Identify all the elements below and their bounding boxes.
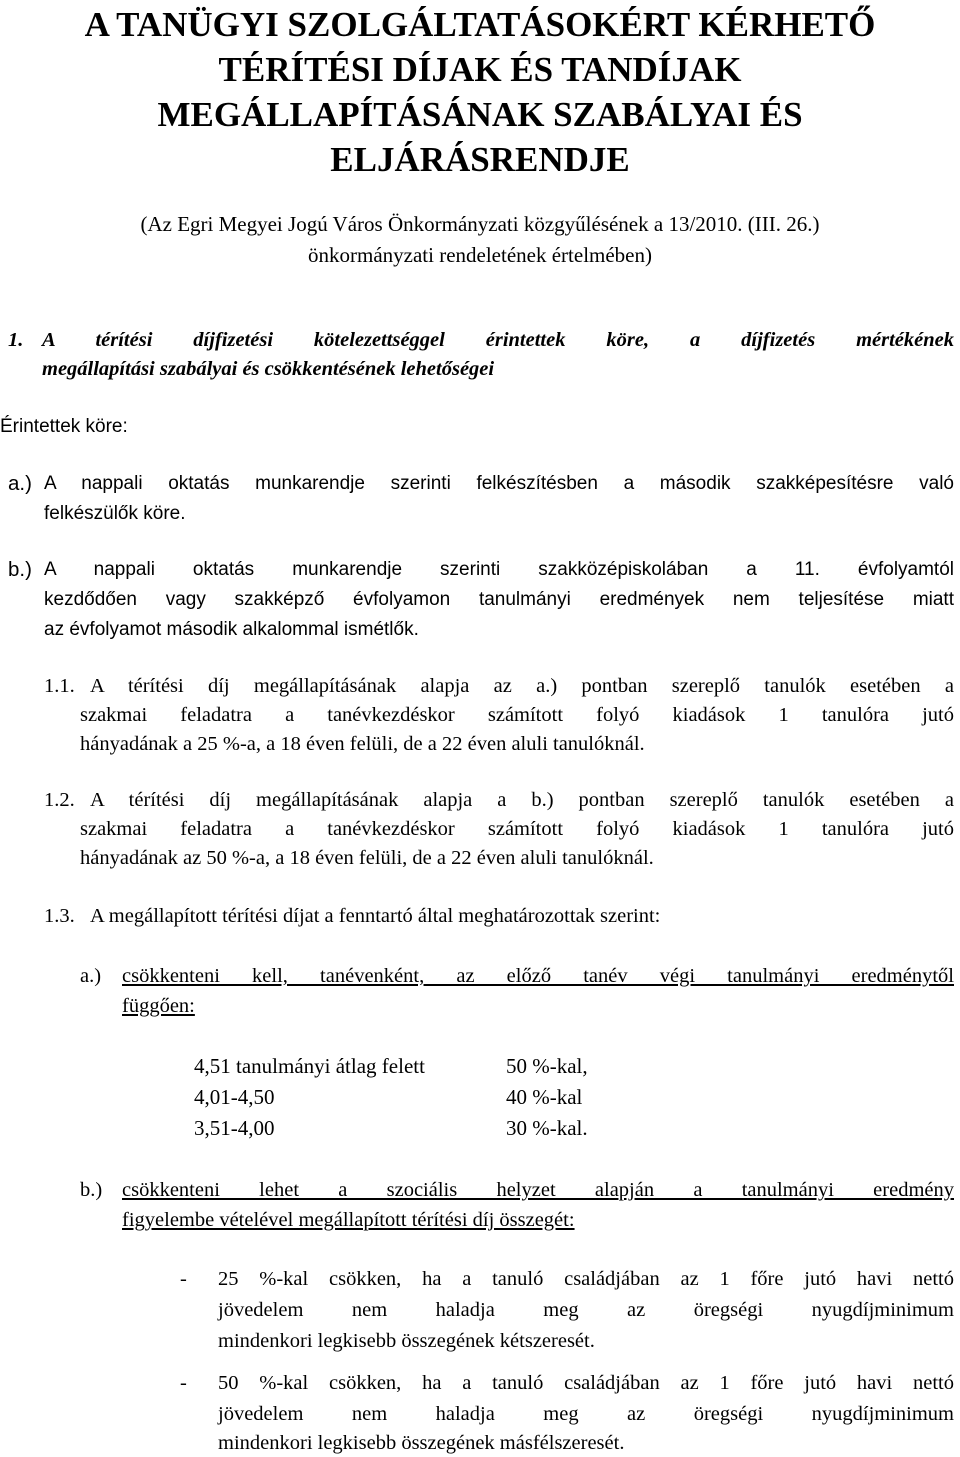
- discount-range-1: 4,51 tanulmányi átlag felett: [194, 1054, 425, 1078]
- subtitle-line-1: (Az Egri Megyei Jogú Város Önkormányzati közgyűlésének a 13/2010. (III. 26.): [140, 212, 820, 236]
- bullet-dash-2: -: [180, 1372, 187, 1394]
- document-title-line-2: TÉRÍTÉSI DÍJAK ÉS TANDÍJAK: [218, 50, 742, 89]
- affected-label: Érintettek köre:: [0, 416, 128, 437]
- document-title-line-1: A TANÜGYI SZOLGÁLTATÁSOKÉRT KÉRHETŐ: [84, 5, 876, 44]
- section-heading-line-2: megállapítási szabályai és csökkentésének lehetőségei: [42, 358, 495, 380]
- p11-line-1: A térítési díj megállapításának alapja az a.) pontban szereplő tanulók esetében a: [90, 675, 954, 697]
- reduce-b-line-1: csökkenteni lehet a szociális helyzet alapján a tanulmányi eredmény: [122, 1179, 954, 1201]
- reduce-a-line-2: függően:: [122, 995, 195, 1017]
- discount-value-3: 30 %-kal.: [506, 1116, 588, 1140]
- p11-number: 1.1.: [44, 675, 75, 697]
- bullet-1-line-1: 25 %-kal csökken, ha a tanuló családjában az 1 főre jutó havi nettó: [218, 1268, 954, 1290]
- document-title-line-4: ELJÁRÁSRENDJE: [330, 140, 630, 179]
- p11-line-3: hányadának a 25 %-a, a 18 éven felüli, de a 22 éven aluli tanulóknál.: [80, 733, 645, 755]
- subtitle-line-2: önkormányzati rendeletének értelmében): [308, 243, 652, 267]
- p13-line-1: A megállapított térítési díjat a fenntartó által meghatározottak szerint:: [90, 905, 661, 927]
- affected-a-line-1: A nappali oktatás munkarendje szerinti felkészítésben a második szakképesítésre való: [44, 473, 954, 494]
- discount-value-1: 50 %-kal,: [506, 1054, 588, 1078]
- p11-line-2: szakmai feladatra a tanévkezdéskor számított folyó kiadások 1 tanulóra jutó: [80, 704, 954, 726]
- p12-line-1: A térítési díj megállapításának alapja a b.) pontban szereplő tanulók esetében a: [90, 789, 954, 811]
- bullet-1-line-3: mindenkori legkisebb összegének kétszeresét.: [218, 1330, 595, 1352]
- bullet-2-line-1: 50 %-kal csökken, ha a tanuló családjában az 1 főre jutó havi nettó: [218, 1372, 954, 1394]
- document-title-line-3: MEGÁLLAPÍTÁSÁNAK SZABÁLYAI ÉS: [157, 95, 803, 134]
- bullet-2-line-2: jövedelem nem haladja meg az öregségi nyugdíjminimum: [218, 1403, 954, 1425]
- affected-b-line-1: A nappali oktatás munkarendje szerinti szakközépiskolában a 11. évfolyamtól: [44, 559, 954, 580]
- bullet-1-line-2: jövedelem nem haladja meg az öregségi nyugdíjminimum: [218, 1299, 954, 1321]
- reduce-b-line-2: figyelembe vételével megállapított térítési díj összegét:: [122, 1209, 575, 1231]
- reduce-a-marker: a.): [80, 965, 102, 987]
- p13-number: 1.3.: [44, 905, 75, 927]
- reduce-b-marker: b.): [80, 1179, 103, 1201]
- affected-b-line-3: az évfolyamot második alkalommal ismétlők.: [44, 619, 419, 640]
- discount-range-2: 4,01-4,50: [194, 1085, 275, 1109]
- affected-b-marker: b.): [8, 558, 32, 581]
- section-heading-line-1: A térítési díjfizetési kötelezettséggel érintettek köre, a díjfizetés mértékének: [42, 329, 954, 351]
- discount-value-2: 40 %-kal: [506, 1085, 583, 1109]
- bullet-dash-1: -: [180, 1268, 187, 1290]
- affected-a-marker: a.): [8, 472, 32, 495]
- discount-range-3: 3,51-4,00: [194, 1116, 275, 1140]
- bullet-2-line-3: mindenkori legkisebb összegének másfélszeresét.: [218, 1432, 625, 1454]
- reduce-a-line-1: csökkenteni kell, tanévenként, az előző tanév végi tanulmányi eredménytől: [122, 965, 954, 987]
- affected-b-line-2: kezdődően vagy szakképző évfolyamon tanulmányi eredmények nem teljesítése miatt: [44, 589, 954, 610]
- section-number: 1.: [8, 329, 24, 351]
- affected-a-line-2: felkészülők köre.: [44, 503, 186, 524]
- p12-line-2: szakmai feladatra a tanévkezdéskor számított folyó kiadások 1 tanulóra jutó: [80, 818, 954, 840]
- p12-line-3: hányadának az 50 %-a, a 18 éven felüli, de a 22 éven aluli tanulóknál.: [80, 847, 654, 869]
- p12-number: 1.2.: [44, 789, 75, 811]
